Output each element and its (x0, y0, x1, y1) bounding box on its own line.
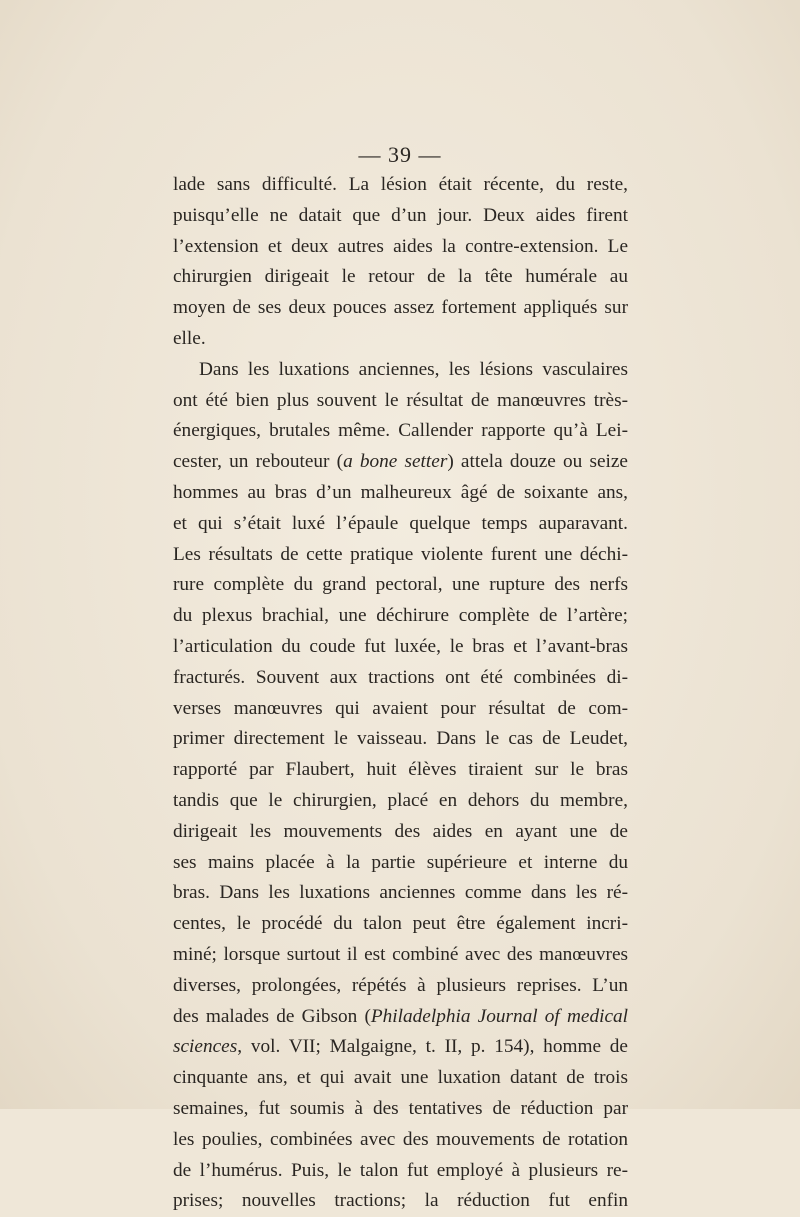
text-line: verses manœuvres qui avaient pour résultat de com- (173, 697, 628, 719)
text-run: ) attela douze ou seize (447, 451, 628, 473)
text-run: cester, un rebouteur ( (173, 451, 344, 473)
text-line: elle. (173, 327, 206, 349)
text-line: primer directement le vaisseau. Dans le cas de Leudet, (173, 728, 628, 750)
text-line: ses mains placée à la partie supérieure et interne du (173, 851, 628, 873)
text-line: rure complète du grand pectoral, une rupture des nerfs (173, 574, 628, 596)
italic-text: sciences (173, 1036, 238, 1058)
text-line: de l’humérus. Puis, le talon fut employé à plusieurs re- (173, 1159, 628, 1181)
text-line: diverses, prolongées, répétés à plusieurs reprises. L’un (173, 974, 628, 996)
text-line: tandis que le chirurgien, placé en dehors du membre, (173, 789, 628, 811)
italic-text: a bone setter (343, 451, 448, 473)
text-line: centes, le procédé du talon peut être également incri- (173, 913, 628, 935)
text-line: du plexus brachial, une déchirure complète de l’artère; (173, 605, 628, 627)
text-line (173, 1002, 628, 1033)
text-line: l’articulation du coude fut luxée, le bras et l’avant-bras (173, 635, 628, 657)
italic-text: Philadelphia Journal of medical (370, 1005, 628, 1027)
text-run: des malades de Gibson ( (173, 1005, 371, 1027)
text-line: lade sans difficulté. La lésion était récente, du reste, (173, 174, 628, 195)
text-line: hommes au bras d’un malheureux âgé de soixante ans, (173, 481, 628, 503)
text-line: bras. Dans les luxations anciennes comme dans les ré- (173, 882, 628, 904)
text-line (173, 1032, 628, 1063)
page-number: — 39 — (358, 142, 442, 167)
text-line: les poulies, combinées avec des mouvements de rotation (173, 1128, 628, 1150)
text-line: énergiques, brutales même. Callender rapporte qu’à Lei- (173, 420, 628, 442)
text-line: prises; nouvelles tractions; la réduction fut enfin (173, 1190, 628, 1212)
text-line: Les résultats de cette pratique violente furent une déchi- (173, 543, 628, 565)
text-line: et qui s’était luxé l’épaule quelque temps auparavant. (173, 512, 628, 534)
text-line: moyen de ses deux pouces assez fortement appliqués sur (173, 297, 628, 319)
text-line: semaines, fut soumis à des tentatives de réduction par (173, 1097, 628, 1119)
text-line (173, 447, 628, 478)
text-line: l’extension et deux autres aides la contre-extension. Le (173, 235, 628, 257)
text-line: puisqu’elle ne datait que d’un jour. Deux aides firent (173, 204, 628, 226)
text-line: chirurgien dirigeait le retour de la tête humérale au (173, 266, 628, 288)
text-line: rapporté par Flaubert, huit élèves tiraient sur le bras (173, 759, 628, 781)
text-line: Dans les luxations anciennes, les lésions vasculaires (199, 358, 628, 380)
text-line: ont été bien plus souvent le résultat de manœuvres très- (173, 389, 628, 411)
text-line: cinquante ans, et qui avait une luxation datant de trois (173, 1067, 628, 1089)
text-line: dirigeait les mouvements des aides en ayant une de (173, 820, 628, 842)
body-text (173, 170, 628, 1217)
text-run: , vol. VII; Malgaigne, t. II, p. 154), homme de (237, 1036, 628, 1058)
text-line: miné; lorsque surtout il est combiné avec des manœuvres (173, 943, 628, 965)
text-line: fracturés. Souvent aux tractions ont été combinées di- (173, 666, 628, 688)
